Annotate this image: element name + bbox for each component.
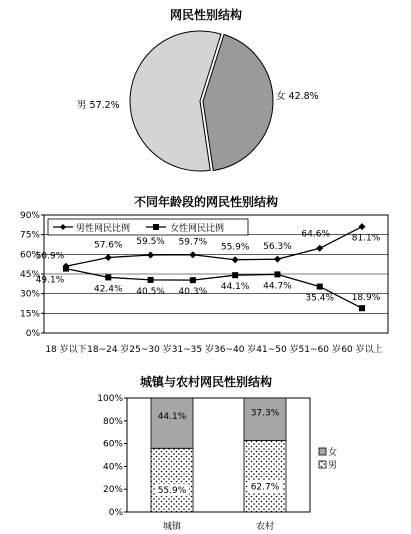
line-data-label-female: 40.3% (178, 287, 208, 298)
line-point-female (359, 305, 365, 311)
bar-category-label: 农村 (255, 522, 275, 532)
line-point-male (316, 245, 323, 252)
line-series (36, 223, 381, 311)
line-point-male (189, 251, 196, 258)
line-point-male (232, 256, 239, 263)
line-x-tick-label: 25~30 岁 (129, 345, 172, 355)
bar-segment-female (151, 398, 193, 448)
line-x-axis-ticks (45, 343, 382, 355)
bar-segment-female (244, 398, 286, 441)
line-data-label-male: 59.5% (136, 236, 165, 247)
line-x-tick-label: 41~50 岁 (256, 345, 299, 355)
line-chart (20, 194, 388, 355)
line-point-female (148, 277, 154, 283)
line-data-label-male: 50.9% (35, 251, 65, 262)
bar-data-label: 62.7% (250, 482, 280, 493)
bar-title: 城镇与农村网民性别结构 (139, 375, 273, 389)
bar-segment-male (244, 441, 286, 512)
line-y-tick-label: 45% (19, 270, 40, 280)
bar-data-label: 55.9% (157, 486, 187, 497)
legend-label-male: 男性网民比例 (76, 224, 131, 234)
line-point-female (190, 277, 196, 283)
line-data-label-male: 81.1% (351, 233, 381, 244)
bar-y-tick-label: 0% (108, 508, 123, 518)
bar-legend-label-female: 女 (328, 448, 338, 458)
line-x-tick-label: 31~35 岁 (171, 345, 215, 355)
line-point-female (274, 271, 280, 277)
pie-title: 网民性别结构 (169, 8, 243, 22)
line-data-label-female: 18.9% (351, 293, 381, 304)
bar-legend (319, 446, 337, 471)
line-data-label-female: 42.4% (93, 284, 123, 295)
line-point-female (63, 266, 69, 272)
line-x-tick-label: 18 岁以下 (45, 345, 87, 355)
bar-category-label: 城镇 (162, 522, 182, 532)
bar-data-label: 37.3% (250, 408, 280, 419)
line-data-label-male: 57.6% (93, 240, 123, 251)
bar-data-label: 44.1% (157, 412, 187, 423)
line-x-tick-label: 36~40 岁 (213, 345, 257, 355)
bar-y-tick-label: 20% (102, 485, 123, 496)
line-y-tick-label: 15% (19, 309, 40, 320)
line-point-male (147, 251, 154, 258)
legend-marker-female (153, 224, 159, 230)
line-data-label-female: 40.5% (136, 286, 165, 297)
line-data-label-male: 59.7% (178, 237, 208, 248)
bar-segment-male (151, 448, 193, 512)
stacked-bar-chart (97, 374, 337, 532)
line-y-tick-label: 0% (25, 329, 40, 339)
line-data-label-female: 35.4% (305, 293, 335, 304)
pie-slices (130, 31, 273, 171)
line-x-tick-label: 60 岁以上 (341, 345, 383, 355)
bar-legend-label-male: 男 (328, 461, 338, 471)
bar-legend-swatch-female (319, 448, 326, 455)
line-data-label-male: 55.9% (220, 242, 250, 253)
pie-label-male: 男 57.2% (77, 100, 120, 111)
line-data-label-female: 49.1% (35, 275, 65, 286)
line-point-male (105, 254, 112, 261)
line-point-male (274, 256, 281, 263)
line-data-label-male: 56.3% (263, 242, 292, 253)
line-title: 不同年龄段的网民性别结构 (133, 195, 279, 209)
bar-y-tick-label: 80% (102, 416, 123, 427)
line-y-tick-label: 75% (19, 230, 40, 241)
line-x-tick-label: 51~60 岁 (298, 345, 341, 355)
bar-y-tick-label: 100% (97, 394, 123, 404)
line-point-female (232, 272, 238, 278)
pie-label-female: 女 42.8% (276, 91, 319, 102)
line-data-label-female: 44.1% (220, 282, 250, 293)
bar-legend-swatch-male (319, 461, 326, 468)
line-point-female (105, 274, 111, 280)
pie-chart (77, 7, 319, 171)
bar-y-tick-label: 40% (102, 462, 123, 473)
line-data-label-male: 64.6% (301, 229, 331, 240)
line-point-male (359, 223, 366, 230)
legend-label-female: 女性网民比例 (170, 224, 225, 234)
line-y-tick-label: 60% (19, 250, 40, 261)
line-y-tick-label: 30% (19, 289, 40, 300)
line-legend (48, 219, 248, 235)
line-data-label-female: 44.7% (263, 281, 292, 292)
line-x-tick-label: 18~24 岁 (87, 345, 130, 355)
bar-y-tick-label: 60% (102, 439, 123, 450)
line-y-tick-label: 90% (19, 211, 40, 221)
line-point-female (317, 284, 323, 290)
